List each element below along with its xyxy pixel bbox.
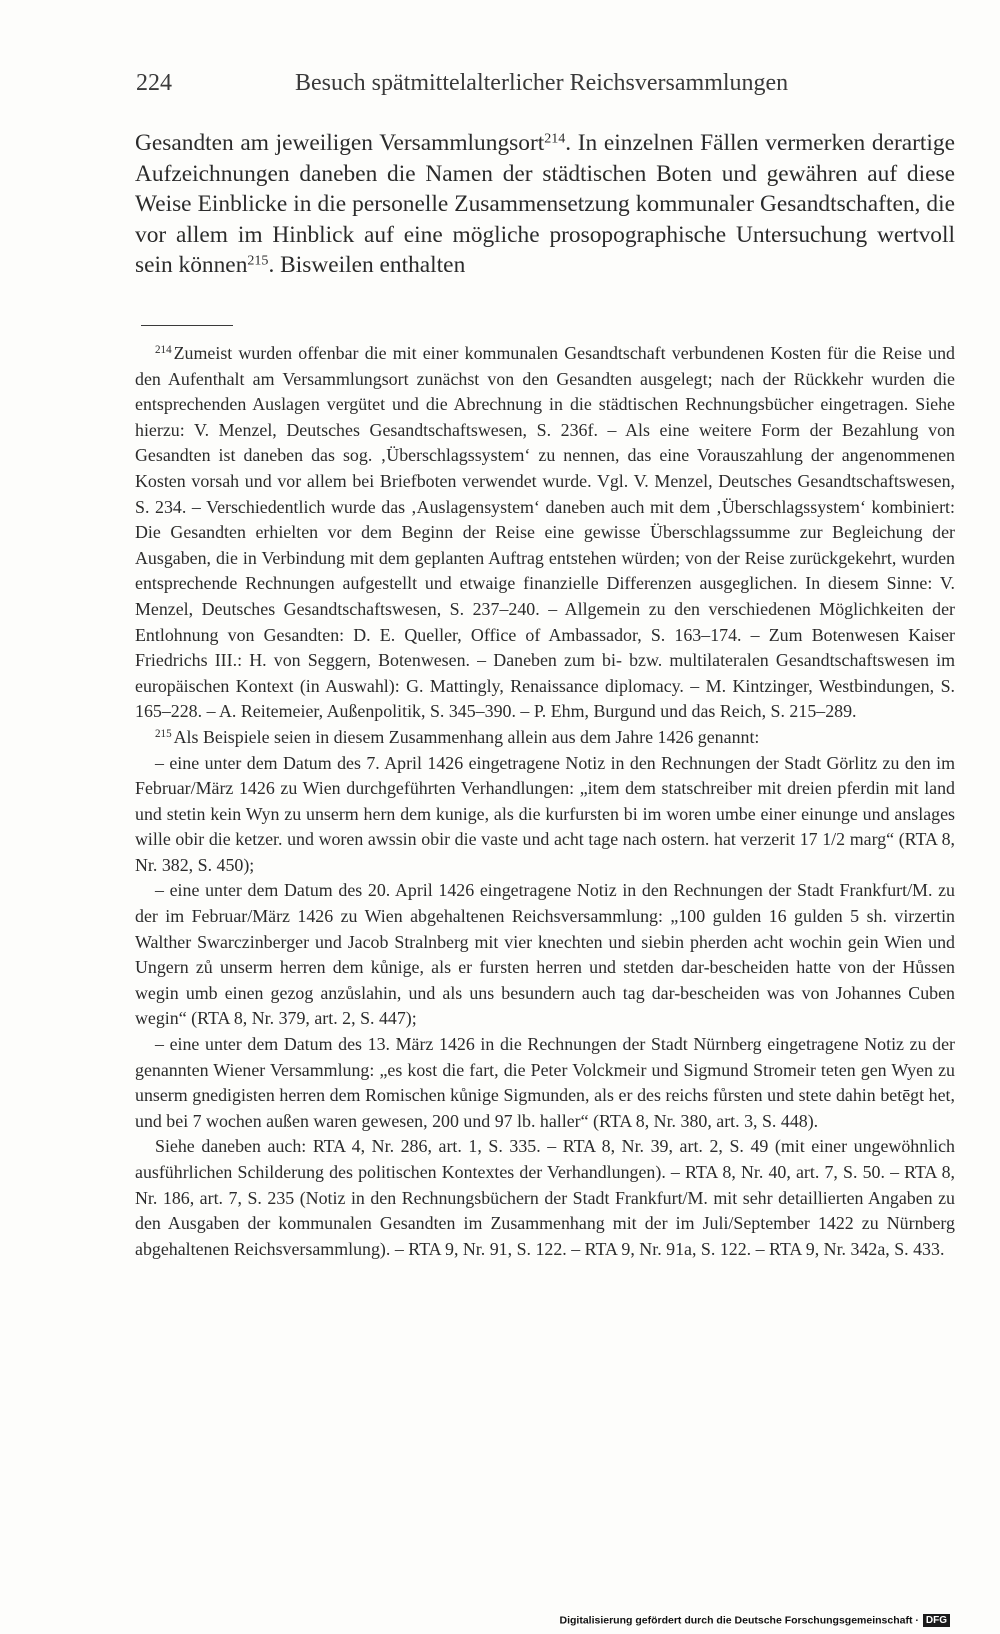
body-paragraph bbox=[135, 128, 955, 281]
body-text-part-2: . In einzelnen Fällen vermerken derartige Aufzeichnungen daneben die Namen der städtischen Boten und gewähren auf diese Weise Einblicke in die personelle Zusammensetzung kommunaler Gesandtschaften, die vor allem im Hinblick auf eine mögliche prosopographische Untersuchung wertvoll sein können bbox=[135, 130, 955, 278]
footnote-item-nuernberg: – eine unter dem Datum des 13. März 1426 in die Rechnungen der Stadt Nürnberg eingetragene Notiz zu der genannten Wiener Versammlung: „es kost die fart, die Peter Volckmeir und Sigmund Stromeir teten gen Wyen zu unserm gnedigisten herren dem Romischen kůnige Sigmunden, als er des reichs fůrsten und stete dahin betēgt het, und bei 7 wochen außen waren gewesen, 200 und 97 lb. haller“ (RTA 8, Nr. 380, art. 3, S. 448). bbox=[135, 1034, 955, 1131]
footnote-separator bbox=[141, 325, 233, 326]
footnote-number: 215 bbox=[155, 727, 172, 740]
footnote-item-goerlitz: – eine unter dem Datum des 7. April 1426 eingetragene Notiz in den Rechnungen der Stadt Görlitz zu den im Februar/März 1426 zu Wien durchgeführten Verhandlungen: „item dem statschreiber mit dreien pferdin mit land und stetin kein Wyn zu unserm hern dem kunige, als die kurfursten bi im woren umbe einer einunge und anslages wille obir die ketzer. und woren awssin obir die vaste und acht tage nach ostern. hat verzerit 17 1/2 marg“ (RTA 8, Nr. 382, S. 450); bbox=[135, 752, 955, 875]
footnote-number: 214 bbox=[155, 343, 172, 356]
footnote-intro: Als Beispiele seien in diesem Zusammenhang allein aus dem Jahre 1426 genannt: bbox=[173, 726, 760, 747]
running-header bbox=[136, 70, 996, 110]
dfg-logo: DFG bbox=[923, 1614, 950, 1627]
body-text-part-1: Gesandten am jeweiligen Versammlungsort bbox=[135, 130, 545, 156]
running-title: Besuch spätmittelalterlicher Reichsversammlungen bbox=[295, 70, 789, 96]
credit-text: Digitalisierung gefördert durch die Deutsche Forschungsgemeinschaft · bbox=[559, 1614, 919, 1627]
footnotes-section bbox=[135, 341, 955, 1262]
footnote-215 bbox=[135, 725, 955, 751]
body-text-part-3: . Bisweilen enthalten bbox=[268, 252, 466, 278]
page-number: 224 bbox=[136, 70, 172, 96]
footnote-ref-215[interactable]: 215 bbox=[247, 252, 269, 269]
digitization-credit bbox=[560, 1614, 951, 1627]
footnote-item-frankfurt: – eine unter dem Datum des 20. April 1426 eingetragene Notiz in den Rechnungen der Stadt Frankfurt/M. zu der im Februar/März 1426 zu Wien abgehaltenen Reichsversammlung: „100 gulden 16 gulden 5 sh. virzertin Walther Swarczinberger und Jacob Stralnberg mit vier knechten und siebin pherden acht wochin gein Wien und Ungern zů unserm herren dem kůnige, als er fursten herren und stetden dar-bescheiden hatte von der Hůssen wegin umb einen gezog anzůslahin, und als uns besundern auch tag dar-bescheiden was von Johannes Cuben wegin“ (RTA 8, Nr. 379, art. 2, S. 447); bbox=[135, 880, 955, 1029]
footnote-see-also: Siehe daneben auch: RTA 4, Nr. 286, art. 1, S. 335. – RTA 8, Nr. 39, art. 2, S. 49 (mit einer ungewöhnlich ausführlichen Schilderung des politischen Kontextes der Verhandlungen). – RTA 8, Nr. 40, art. 7, S. 50. – RTA 8, Nr. 186, art. 7, S. 235 (Notiz in den Rechnungsbüchern der Stadt Frankfurt/M. mit sehr detaillierten Angaben zu den Ausgaben der kommunalen Gesandten im Zusammenhang mit der im Juli/September 1422 zu Nürnberg abgehaltenen Reichsversammlung). – RTA 9, Nr. 91, S. 122. – RTA 9, Nr. 91a, S. 122. – RTA 9, Nr. 342a, S. 433. bbox=[135, 1136, 955, 1259]
footnote-text: Zumeist wurden offenbar die mit einer kommunalen Gesandtschaft verbundenen Kosten für die Reise und den Aufenthalt am Versammlungsort zunächst von den Gesandten ausgelegt; nach der Rückkehr wurden die entsprechenden Auslagen vergütet und die Abrechnung in die städtischen Rechnungsbücher eingetragen. Siehe hierzu: V. Menzel, Deutsches Gesandtschaftswesen, S. 236f. – Als eine weitere Form der Bezahlung von Gesandten ist daneben das sog. ‚Überschlagssystem‘ zu nennen, das eine Vorauszahlung der angenommenen Kosten vorsah und vor allem bei Briefboten verwendet wurde. Vgl. V. Menzel, Deutsches Gesandtschaftswesen, S. 234. – Verschiedentlich wurde das ‚Auslagensystem‘ daneben auch mit dem ‚Überschlagssystem‘ kombiniert: Die Gesandten erhielten vor dem Beginn der Reise eine gewisse Überschlagssumme zur Begleichung der Ausgaben, die in Verbindung mit dem geplanten Auftrag entstehen würden; von der Reise zurückgekehrt, wurden entsprechende Rechnungen aufgestellt und etwaige finanzielle Differenzen ausgeglichen. In diesem Sinne: V. Menzel, Deutsches Gesandtschaftswesen, S. 237–240. – Allgemein zu den verschiedenen Möglichkeiten der Entlohnung von Gesandten: D. E. Queller, Office of Ambassador, S. 163–174. – Zum Botenwesen Kaiser Friedrichs III.: H. von Seggern, Botenwesen. – Daneben zum bi- bzw. multilateralen Gesandtschaftswesen im europäischen Kontext (in Auswahl): G. Mattingly, Renaissance diplomacy. – M. Kintzinger, Westbindungen, S. 165–228. – A. Reitemeier, Außenpolitik, S. 345–390. – P. Ehm, Burgund und das Reich, S. 215–289. bbox=[135, 343, 955, 722]
footnote-214 bbox=[135, 341, 955, 725]
footnote-ref-214[interactable]: 214 bbox=[544, 130, 566, 147]
